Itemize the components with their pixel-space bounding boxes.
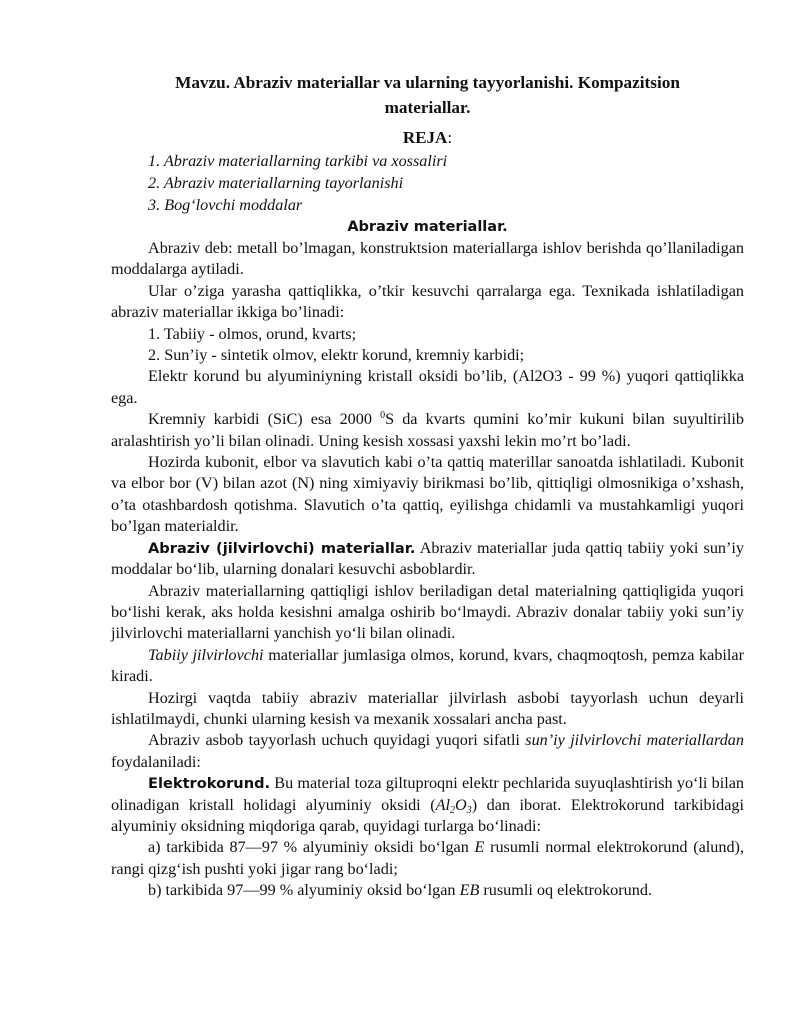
text-run: a) tarkibida 87—97 % alyuminiy oksidi bo‘lgan [148, 838, 475, 857]
paragraph: Abraziv materiallarning qattiqligi ishlov beriladigan detal materialning qattiqligida yuqori bo‘lishi kerak, aks holda kesishni amalga oshirib bo‘lmaydi. Abraziv donalar tabiiy yoki sun’iy jilvirlovchi materiallarni yanchish yo‘li bilan olinadi. [111, 581, 744, 643]
plan-item: 3. Bog‘lovchi moddalar [148, 196, 303, 214]
paragraph: Elektr korund bu alyuminiyning kristall oksidi bo’lib, (Al2O3 - 99 %) yuqori qattiqlikka ega. [111, 367, 744, 407]
paragraph [111, 645, 744, 688]
text-run: rusumli normal elektrokorund (alund), rangi qizg‘ish pushti yoki jigar rang bo‘ladi; [111, 838, 744, 878]
document-body [111, 70, 744, 902]
document-title: Mavzu. Abraziv materiallar va ularning tayyorlanishi. Kompazitsion materiallar. [175, 73, 680, 117]
text-run: rusumli oq elektrokorund. [479, 881, 652, 900]
paragraph: Hozirgi vaqtda tabiiy abraziv materiallar jilvirlash asbobi tayyorlash uchun deyarli ishlatilmaydi, chunki ularning kesish va mexanik xossalari ancha past. [111, 688, 744, 728]
plan-item: 1. Abraziv materiallarning tarkibi va xossaliri [148, 152, 448, 170]
paragraph [111, 837, 744, 880]
text-run: Abraziv asbob tayyorlash uchuch quyidagi yuqori sifatli [148, 731, 526, 750]
bold-term: Elektrokorund. [148, 775, 271, 793]
plan-heading-colon: : [447, 128, 453, 147]
text-run: b) tarkibida 97—99 % alyuminiy oksid bo‘lgan [148, 881, 460, 900]
superscript: 0 [380, 410, 386, 422]
list-item: 2. Sun’iy - sintetik olmov, elektr korund, kremniy karbidi; [148, 346, 525, 365]
paragraph [111, 409, 744, 452]
plan-item: 2. Abraziv materiallarning tayorlanishi [148, 174, 404, 192]
text-run: materiallar jumlasiga olmos, korund, kvars, chaqmoqtosh, pemza kabilar kiradi. [111, 645, 744, 686]
text-run: foydalaniladi: [111, 752, 201, 771]
formula-part: O [454, 795, 467, 814]
paragraph: Abraziv deb: metall bo’lmagan, konstruktsion materiallarga ishlov berishda qo’llaniladigan moddalarga aytiladi. [111, 239, 744, 279]
text-run: Bu material toza giltuproqni elektr pechlarida suyuqlashtirish yo‘li bilan olinadigan kristall holidagi alyuminiy oksidi ( [111, 774, 744, 814]
paragraph [111, 773, 744, 837]
paragraph [111, 538, 744, 581]
text-run: Abraziv materiallar juda qattiq tabiiy yoki sun’iy moddalar bo‘lib, ularning donalari kesuvchi asboblardir. [111, 538, 744, 579]
formula-part: Al [435, 795, 450, 814]
paragraph [111, 730, 744, 773]
paragraph: Hozirda kubonit, elbor va slavutich kabi o’ta qattiq materillar sanoatda ishlatiladi. Kubonit va elbor bor (V) bilan azot (N) ning ximiyaviy birikmasi bo’lib, qittiqligi olmosnikiga o’xshash, o’ta otashbardosh qotishma. Slavutich o’ta qattiq, eyilishga chidamli va mustahkamligi yuqori bo’lgan materialdir. [111, 453, 744, 536]
list-item: 1. Tabiiy - olmos, orund, kvarts; [148, 324, 357, 343]
italic-term: sun’iy jilvirlovchi materiallardan [525, 731, 744, 750]
text-run: ) dan iborat. Elektrokorund tarkibidagi alyuminiy oksidning miqdoriga qarab, quyidagi turlarga bo‘linadi: [111, 795, 744, 835]
paragraph: Ular o’ziga yarasha qattiqlikka, o’tkir kesuvchi qarralarga ega. Texnikada ishlatiladigan abraziv materiallar ikkiga bo’linadi: [111, 281, 744, 322]
subscript: 2 [449, 804, 455, 816]
bold-term: Abraziv (jilvirlovchi) materiallar. [148, 539, 416, 557]
subscript: 3 [466, 804, 472, 816]
plan-heading [111, 126, 744, 150]
plan-heading-label: REJA [402, 128, 448, 147]
italic-term: EB [459, 881, 480, 900]
italic-term: Tabiiy jilvirlovchi [148, 645, 264, 664]
italic-term: E [474, 838, 485, 857]
text-run: S da kvarts qumini ko’mir kukuni bilan suyultirilib aralashtirish yo’li bilan olinadi. Uning kesish xossasi yaxshi lekin mo’rt bo’ladi. [111, 410, 745, 450]
section-title: Abraziv materiallar. [347, 219, 508, 235]
paragraph [111, 880, 744, 901]
chemical-formula [436, 796, 472, 814]
text-run: Kremniy karbidi (SiC) esa 2000 [148, 410, 381, 429]
